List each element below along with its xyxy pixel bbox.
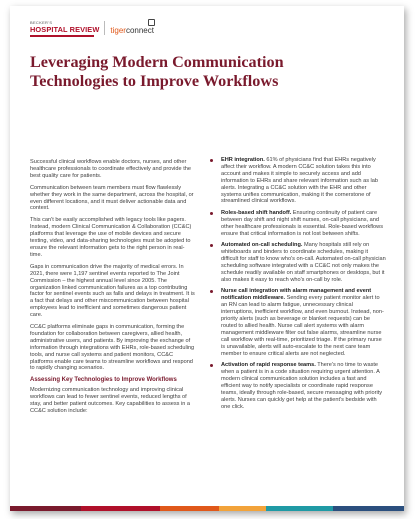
body-paragraph: CC&C platforms eliminate gaps in communication, forming the foundation for collaboration between caregivers, allied health, administrative users, and patients. By improving the exchange of information through integrations with EHRs, role-based scheduling tools, and nurse call systems and patient monitors, CC&C platforms enable care teams to streamline workflows and respond to rapidly changing scenarios. bbox=[30, 324, 195, 372]
list-item bbox=[210, 288, 386, 357]
brand-underline bbox=[30, 35, 94, 37]
brand-main-text: HOSPITAL REVIEW bbox=[30, 25, 100, 34]
left-column bbox=[30, 159, 195, 420]
body-paragraph: This can't be easily accomplished with legacy tools like pagers. Instead, modern Clinical Communication & Collaboration (CC&C) platforms that leverage the use of mobile devices and secure texting, video, and data-sharing technologies must be adopted to ensure the relevant information gets to the right person in real-time. bbox=[30, 217, 192, 258]
bullet-icon bbox=[210, 364, 213, 367]
list-item bbox=[210, 157, 386, 205]
tigerconnect-logo bbox=[110, 26, 154, 36]
list-item bbox=[210, 362, 386, 410]
body-paragraph: Gaps in communication drive the majority of medical errors. In 2021, there were 1,197 sentinel events reported to The Joint Commission – the highest annual level since 2005. The organization linked communication failures as a top contributing factor for sentinel events such as falls and delays in treatment. It is a fact that delays and other miscommunication between hospital employees lead to inefficient and sometimes dangerous patient care. bbox=[30, 263, 195, 319]
list-item-text: There's no time to waste when a patient is in a code situation requiring urgent attention. A modern clinical communication solution includes a fast and efficient way to notify specialists or coordinate rapid response teams, ideally through role-based, secure messaging with priority alerts. Nurses can quickly get help at the patient's bedside with one click. bbox=[221, 362, 383, 410]
footer-segment bbox=[160, 506, 219, 511]
list-item-text: Sending every patient monitor alert to an RN can lead to alarm fatigue, unnecessary clinical interruptions, inefficient workflow, and even burnout. Instead, non-priority alerts (such as beverage or blanket requests) can be routed to allied health. Nurse call alert systems with alarm management middleware filter out false alarms, streamline nurse call workflow with real-time, prioritized triage. If the primary nurse is unavailable, alerts will auto-escalate to the next care team member to ensure critical alerts are not neglected. bbox=[221, 295, 384, 357]
intro-paragraph: Successful clinical workflows enable doctors, nurses, and other healthcare professionals to coordinate effectively and provide the best quality care for patients. bbox=[30, 159, 191, 179]
bullet-icon bbox=[210, 212, 213, 215]
section-heading: Assessing Key Technologies to Improve Workflows bbox=[30, 377, 177, 384]
footer-color-bar bbox=[10, 506, 404, 511]
bullet-icon bbox=[210, 159, 213, 162]
logo-divider bbox=[104, 21, 105, 35]
tigerconnect-logo-tiger: tiger bbox=[110, 25, 126, 35]
right-column bbox=[210, 157, 386, 415]
document-page bbox=[10, 6, 404, 511]
body-paragraph: Communication between team members must flow flawlessly whether they work in the same department, across the hospital, or even different locations, and it must deliver actionable data and context. bbox=[30, 184, 194, 212]
list-item bbox=[210, 210, 386, 238]
list-item-lead: Automated on-call scheduling. bbox=[221, 242, 303, 249]
list-item-text: 61% of physicians find that EHRs negatively affect their workflow. A modern CC&C solution takes this into account and makes it simple to securely access and add information to EHRs and share relevant information such as lab alerts. Integrating a CC&C solution with the EHR and other systems unifies communication, making it the cornerstone of streamlined clinical workflows. bbox=[221, 157, 379, 205]
footer-segment bbox=[219, 506, 266, 511]
brand-small-text: BECKER'S bbox=[30, 20, 53, 25]
list-item bbox=[210, 242, 386, 283]
list-item-lead: EHR integration. bbox=[221, 157, 265, 163]
footer-segment bbox=[333, 506, 404, 511]
footer-segment bbox=[81, 506, 160, 511]
list-item-lead: Nurse call integration with alarm management and event notification middleware. bbox=[221, 288, 372, 302]
beckers-hospital-review-logo bbox=[30, 20, 99, 37]
page-title: Leveraging Modern Communication Technologies to Improve Workflows bbox=[30, 53, 284, 90]
closing-paragraph: Modernizing communication technology and improving clinical workflows can lead to fewer sentinel events, reduced lengths of stay, and better patient outcomes. Key capabilities to assess in a CC&C solution include: bbox=[30, 387, 191, 415]
list-item-text: Ensuring continuity of patient care between day shift and night shift nurses, on-call physicians, and other healthcare professionals is essential. Role-based workflows ensure that critical information is not lost between shifts. bbox=[221, 210, 383, 237]
list-item-text: Many hospitals still rely on whiteboards and binders to coordinate schedules, making it difficult for staff to know who's on-call. Automated on-call physician scheduling software integrated with a CC&C not only makes the schedule readily available on staff smartphones or desktops, but it also makes it easy to reach who's on-call by role. bbox=[221, 242, 386, 283]
footer-segment bbox=[266, 506, 333, 511]
tigerconnect-logo-connect: connect bbox=[125, 25, 154, 35]
bullet-icon bbox=[210, 244, 213, 247]
capabilities-list bbox=[210, 157, 386, 411]
page-header bbox=[30, 20, 154, 37]
tigerconnect-mark-icon bbox=[148, 19, 155, 26]
list-item-lead: Activation of rapid response teams. bbox=[221, 362, 316, 369]
list-item-lead: Roles-based shift handoff. bbox=[221, 210, 292, 217]
footer-segment bbox=[10, 506, 81, 511]
bullet-icon bbox=[210, 290, 213, 293]
